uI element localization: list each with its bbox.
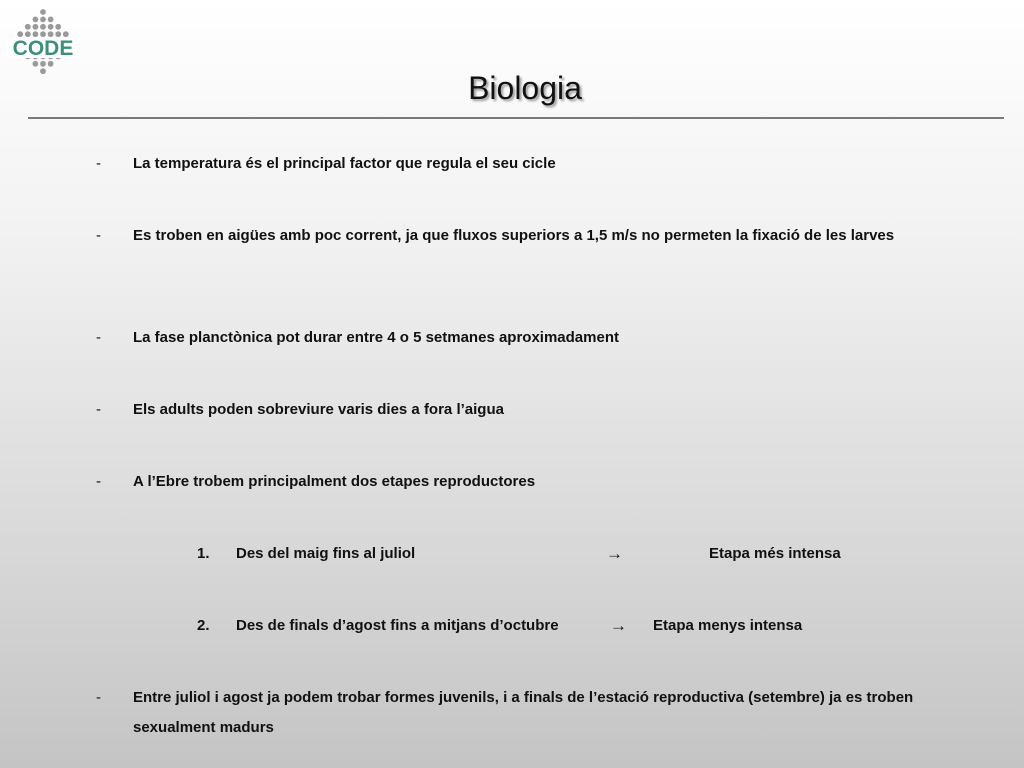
logo-dot bbox=[48, 17, 54, 23]
stage-label: Des del maig fins al juliol bbox=[236, 545, 416, 562]
bullet-dash: - bbox=[96, 689, 101, 706]
logo-dot bbox=[40, 61, 46, 67]
logo-text: CODE bbox=[12, 37, 74, 60]
stage-result: Etapa menys intensa bbox=[653, 617, 803, 634]
arrow-icon: → bbox=[606, 544, 623, 563]
bullet-dash: - bbox=[96, 329, 101, 346]
bullet-dash: - bbox=[96, 155, 101, 172]
logo-dot bbox=[48, 24, 54, 30]
slide-title: Biologia bbox=[468, 70, 582, 106]
logo-dot bbox=[33, 24, 39, 30]
logo-dot bbox=[25, 24, 31, 30]
code-logo bbox=[6, 8, 80, 76]
logo-dot bbox=[40, 24, 46, 30]
bullet-text: Entre juliol i agost ja podem trobar formes juvenils, i a finals de l’estació reproductiva (setembre) ja es troben sexualment madurs bbox=[133, 689, 914, 736]
logo-dot bbox=[55, 24, 61, 30]
bullet-dash: - bbox=[96, 227, 101, 244]
logo-dot bbox=[40, 9, 46, 15]
bullet-text: A l’Ebre trobem principalment dos etapes reproductores bbox=[133, 473, 536, 490]
stage-number: 2. bbox=[197, 617, 210, 634]
title-divider bbox=[28, 117, 1004, 119]
logo-dot bbox=[33, 17, 39, 23]
stage-label: Des de finals d’agost fins a mitjans d’octubre bbox=[236, 617, 559, 634]
code-logo-graphic bbox=[6, 8, 80, 76]
stage-result: Etapa més intensa bbox=[709, 545, 841, 562]
arrow-icon: → bbox=[610, 616, 627, 635]
bullet-text: La fase planctònica pot durar entre 4 o 5 setmanes aproximadament bbox=[133, 329, 619, 346]
logo-dot bbox=[40, 17, 46, 23]
logo-dot bbox=[48, 61, 54, 67]
bullet-text: Es troben en aigües amb poc corrent, ja que fluxos superiors a 1,5 m/s no permeten la fixació de les larves bbox=[133, 227, 895, 244]
bullet-text: Els adults poden sobreviure varis dies a fora l’aigua bbox=[133, 401, 504, 418]
bullet-dash: - bbox=[96, 401, 101, 418]
bullet-text: La temperatura és el principal factor que regula el seu cicle bbox=[133, 155, 556, 172]
logo-dot bbox=[33, 61, 39, 67]
stage-number: 1. bbox=[197, 545, 210, 562]
bullet-dash: - bbox=[96, 473, 101, 490]
